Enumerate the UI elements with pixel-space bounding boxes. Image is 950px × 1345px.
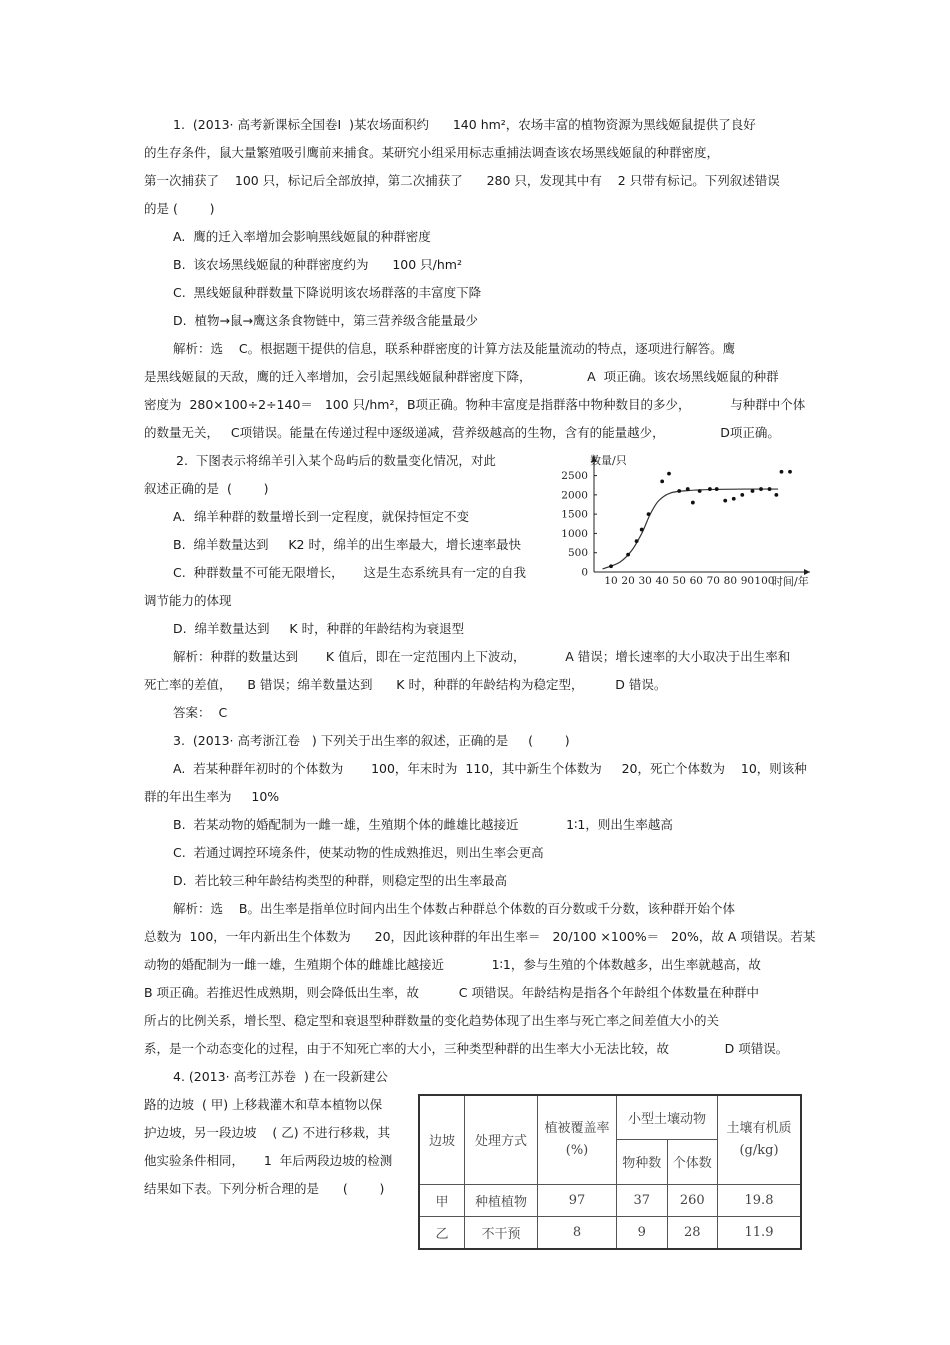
x-tick-label: 30 — [638, 575, 652, 587]
q2-stem-line-1: 2. 下图表示将绵羊引入某个岛屿后的数量变化情况，对此 — [176, 453, 496, 468]
x-tick-label: 50 — [672, 575, 686, 587]
data-point — [626, 553, 630, 557]
q4-stem-line-1: 4. (2013· 高考江苏卷 ) 在一段新建公 — [173, 1069, 388, 1084]
data-point — [723, 499, 727, 503]
slope-results-table — [418, 1094, 802, 1250]
data-point — [774, 493, 778, 497]
data-point — [751, 489, 755, 493]
q2-analysis-line-1: 解析：种群的数量达到 K 值后，即在一定范围内上下波动， A 错误；增长速率的大小取决于出生率和 — [173, 649, 791, 664]
table-cell: 28 — [667, 1217, 718, 1249]
q1-stem-line-2: 的生存条件，鼠大量繁殖吸引鹰前来捕食。某研究小组采用标志重捕法调查该农场黑线姬鼠的种群密度， — [144, 145, 720, 160]
table-cell: 8 — [538, 1217, 617, 1249]
y-tick-label: 500 — [567, 547, 588, 560]
table-cell: 37 — [617, 1184, 668, 1216]
q1-analysis-line-4: 的数量无关， C项错误。能量在传递过程中逐级递减，营养级越高的生物，含有的能量越少， D项正确。 — [144, 425, 780, 440]
q3-analysis-line-2: 总数为 100，一年内新出生个体数为 20，因此该种群的年出生率＝ 20/100 ×100%＝ 20%，故 A 项错误。若某 — [144, 929, 816, 944]
q2-option-a: A．绵羊种群的数量增长到一定程度，就保持恒定不变 — [173, 509, 470, 524]
th-organic: 土壤有机质(g/kg) — [718, 1095, 802, 1184]
data-point — [635, 539, 639, 543]
q3-analysis-line-4: B 项正确。若推迟性成熟期，则会降低出生率，故 C 项错误。年龄结构是指各个年龄组个体数量在种群中 — [144, 985, 759, 1000]
chart-xlabel: 时间/年 — [772, 575, 809, 588]
table-cell: 不干预 — [465, 1217, 538, 1249]
data-point — [708, 487, 712, 491]
q1-stem-line-1: 1. (2013· 高考新课标全国卷Ⅰ )某农场面积约 140 hm²，农场丰富的植物资源为黑线姬鼠提供了良好 — [173, 117, 756, 132]
data-point — [768, 487, 772, 491]
table-cell: 97 — [538, 1184, 617, 1216]
q3-analysis-line-3: 动物的婚配制为一雌一雄，生殖期个体的雌雄比越接近 1∶1，参与生殖的个体数越多，出生率就越高，故 — [144, 957, 761, 972]
q3-option-a-cont: 群的年出生率为 10% — [144, 789, 280, 804]
q3-analysis-line-5: 所占的比例关系，增长型、稳定型和衰退型种群数量的变化趋势体现了出生率与死亡率之间差值大小的关 — [144, 1013, 720, 1028]
th-soil-animals: 小型土壤动物 — [617, 1095, 718, 1140]
data-point — [660, 479, 664, 483]
table-cell: 11.9 — [718, 1217, 802, 1249]
table-cell: 甲 — [419, 1184, 465, 1216]
q1-option-c: C. 黑线姬鼠种群数量下降说明该农场群落的丰富度下降 — [173, 285, 482, 300]
population-chart — [548, 448, 818, 590]
q2-stem-line-2: 叙述正确的是 ( ) — [144, 481, 269, 496]
data-point — [647, 512, 651, 516]
y-tick-label: 0 — [581, 566, 588, 579]
x-tick-label: 90 — [740, 575, 755, 587]
q3-stem: 3. (2013· 高考浙江卷 ) 下列关于出生率的叙述，正确的是 ( ) — [173, 733, 570, 748]
x-tick-label: 80 — [723, 575, 738, 587]
table-cell: 260 — [667, 1184, 718, 1216]
q1-option-b: B. 该农场黑线姬鼠的种群密度约为 100 只/hm² — [173, 257, 462, 272]
q3-option-b: B. 若某动物的婚配制为一雌一雄，生殖期个体的雌雄比越接近 1∶1，则出生率越高 — [173, 817, 673, 832]
q3-option-a: A. 若某种群年初时的个体数为 100，年末时为 110，其中新生个体数为 20，死亡个体数为 10，则该种 — [173, 761, 807, 776]
data-point — [609, 564, 613, 568]
table-cell: 乙 — [419, 1217, 465, 1249]
q1-analysis-line-1: 解析：选 C。根据题干提供的信息，联系种群密度的计算方法及能量流动的特点，逐项进行解答。鹰 — [173, 341, 736, 356]
q2-option-c: C. 种群数量不可能无限增长， 这是生态系统具有一定的自我 — [173, 565, 527, 580]
y-tick-label: 2500 — [561, 470, 588, 483]
table-row — [419, 1184, 801, 1216]
x-tick-label: 20 — [621, 575, 635, 587]
fit-curve — [603, 489, 779, 569]
data-point — [759, 487, 763, 491]
q3-option-c: C. 若通过调控环境条件，使某动物的性成熟推迟，则出生率会更高 — [173, 845, 544, 860]
q2-analysis-line-2: 死亡率的差值， B 错误；绵羊数量达到 K 时，种群的年龄结构为稳定型， D 错误。 — [144, 677, 667, 692]
x-tick-label: 10 — [604, 575, 618, 587]
q3-option-d: D. 若比较三种年龄结构类型的种群，则稳定型的出生率最高 — [173, 873, 508, 888]
x-tick-label: 60 — [689, 575, 703, 587]
data-point — [677, 489, 681, 493]
data-point — [667, 472, 671, 476]
th-coverage: 植被覆盖率(%) — [538, 1095, 617, 1184]
q4-stem-line-5: 结果如下表。下列分析合理的是 ( ) — [144, 1181, 385, 1196]
q2-option-b: B. 绵羊数量达到 K2 时，绵羊的出生率最大，增长速率最快 — [173, 537, 521, 552]
x-tick-label: 40 — [655, 575, 669, 587]
q2-answer: 答案： C — [173, 705, 228, 720]
q1-stem-line-3: 第一次捕获了 100 只，标记后全部放掉，第二次捕获了 280 只，发现其中有 2 只带有标记。下列叙述错误 — [144, 173, 780, 188]
q2-option-d: D. 绵羊数量达到 K 时，种群的年龄结构为衰退型 — [173, 621, 465, 636]
q4-stem-line-4: 他实验条件相同， 1 年后两段边坡的检测 — [144, 1153, 393, 1168]
data-point — [686, 487, 690, 491]
data-point — [740, 493, 744, 497]
data-point — [780, 470, 784, 474]
q3-analysis-line-1: 解析：选 B。出生率是指单位时间内出生个体数占种群总个体数的百分数或千分数，该种群开始个体 — [173, 901, 735, 916]
q4-stem-line-3: 护边坡，另一段边坡 ( 乙) 不进行移栽，其 — [144, 1125, 391, 1140]
data-point — [698, 489, 702, 493]
x-tick-label: 70 — [706, 575, 720, 587]
table-cell: 9 — [617, 1217, 668, 1249]
data-point — [640, 528, 644, 532]
data-point — [715, 487, 719, 491]
q2-option-c-cont: 调节能力的体现 — [144, 593, 232, 608]
q1-option-d: D. 植物→鼠→鹰这条食物链中，第三营养级含能量最少 — [173, 313, 478, 328]
th-slope: 边坡 — [419, 1095, 465, 1184]
chart-ylabel: 数量/只 — [590, 454, 627, 467]
th-species-count: 物种数 — [617, 1140, 668, 1185]
q3-analysis-line-6: 系，是一个动态变化的过程，由于不知死亡率的大小，三种类型种群的出生率大小无法比较，故 D 项错误。 — [144, 1041, 789, 1056]
q1-stem-line-4: 的是 ( ) — [144, 201, 215, 216]
q1-analysis-line-3: 密度为 280×100÷2÷140＝ 100 只/hm²，B项正确。物种丰富度是指群落中物种数目的多少， 与种群中个体 — [144, 397, 806, 412]
table-cell: 种植植物 — [465, 1184, 538, 1216]
table-cell: 19.8 — [718, 1184, 802, 1216]
q1-analysis-line-2: 是黑线姬鼠的天敌，鹰的迁入率增加，会引起黑线姬鼠种群密度下降， A 项正确。该农场黑线姬鼠的种群 — [144, 369, 779, 384]
data-point — [732, 497, 736, 501]
q4-stem-line-2: 路的边坡 ( 甲) 上移栽灌木和草本植物以保 — [144, 1097, 383, 1112]
data-point — [691, 501, 695, 505]
table-row — [419, 1217, 801, 1249]
y-tick-label: 1500 — [561, 508, 588, 521]
x-tick-label: 100 — [754, 575, 775, 587]
y-tick-label: 2000 — [561, 489, 588, 502]
y-tick-label: 1000 — [561, 527, 588, 540]
th-individual-count: 个体数 — [667, 1140, 718, 1185]
th-method: 处理方式 — [465, 1095, 538, 1184]
q1-option-a: A. 鹰的迁入率增加会影响黑线姬鼠的种群密度 — [173, 229, 431, 244]
data-point — [788, 470, 792, 474]
